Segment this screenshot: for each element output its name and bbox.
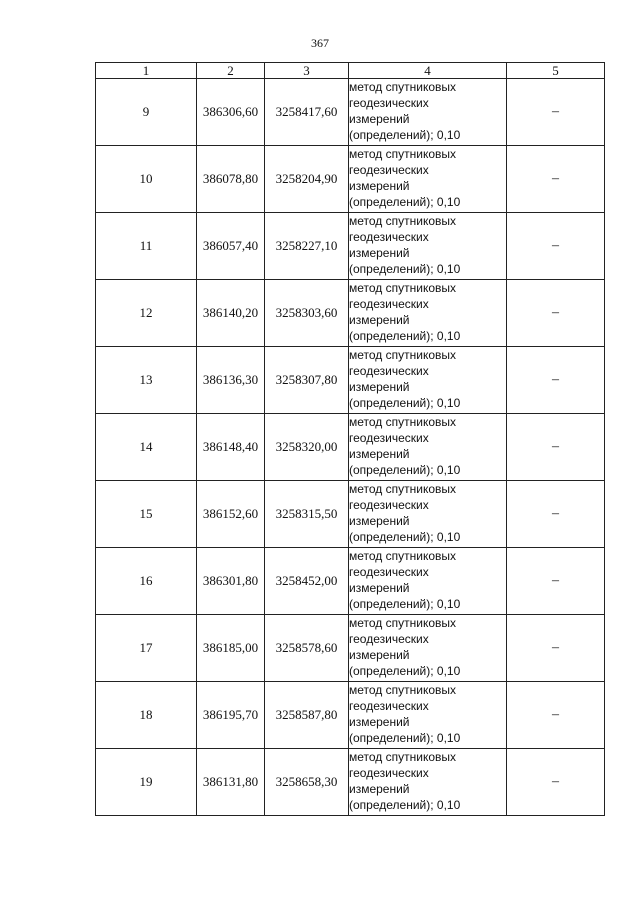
point-number-cell: 15 xyxy=(96,481,197,548)
method-line: измерений xyxy=(349,447,410,461)
method-line: геодезических xyxy=(349,766,429,780)
method-line: (определений); 0,10 xyxy=(349,664,461,678)
table-body xyxy=(96,79,605,816)
table-header xyxy=(96,63,605,79)
table-row xyxy=(96,146,605,213)
table-row xyxy=(96,347,605,414)
x-coordinate-cell: 386131,80 xyxy=(197,749,265,816)
method-line: измерений xyxy=(349,380,410,394)
method-line: метод спутниковых xyxy=(349,750,457,764)
method-line: измерений xyxy=(349,246,410,260)
point-number-cell: 14 xyxy=(96,414,197,481)
method-line: геодезических xyxy=(349,297,429,311)
point-number-cell: 16 xyxy=(96,548,197,615)
y-coordinate-cell: 3258578,60 xyxy=(265,615,349,682)
method-line: (определений); 0,10 xyxy=(349,262,461,276)
method-line: геодезических xyxy=(349,96,429,110)
note-cell: – xyxy=(507,749,605,816)
table-row xyxy=(96,213,605,280)
method-line: геодезических xyxy=(349,699,429,713)
y-coordinate-cell: 3258315,50 xyxy=(265,481,349,548)
table-row xyxy=(96,749,605,816)
x-coordinate-cell: 386136,30 xyxy=(197,347,265,414)
point-number-cell: 10 xyxy=(96,146,197,213)
note-cell: – xyxy=(507,414,605,481)
method-cell xyxy=(349,615,507,682)
method-line: (определений); 0,10 xyxy=(349,329,461,343)
method-line: метод спутниковых xyxy=(349,415,457,429)
method-line: (определений); 0,10 xyxy=(349,463,461,477)
note-cell: – xyxy=(507,481,605,548)
method-line: измерений xyxy=(349,313,410,327)
method-line: геодезических xyxy=(349,163,429,177)
x-coordinate-cell: 386057,40 xyxy=(197,213,265,280)
method-line: метод спутниковых xyxy=(349,348,457,362)
y-coordinate-cell: 3258307,80 xyxy=(265,347,349,414)
point-number-cell: 18 xyxy=(96,682,197,749)
table-row xyxy=(96,682,605,749)
method-line: метод спутниковых xyxy=(349,80,457,94)
y-coordinate-cell: 3258658,30 xyxy=(265,749,349,816)
method-cell xyxy=(349,481,507,548)
x-coordinate-cell: 386195,70 xyxy=(197,682,265,749)
note-cell: – xyxy=(507,615,605,682)
y-coordinate-cell: 3258227,10 xyxy=(265,213,349,280)
method-cell xyxy=(349,146,507,213)
method-line: измерений xyxy=(349,782,410,796)
note-cell: – xyxy=(507,548,605,615)
point-number-cell: 13 xyxy=(96,347,197,414)
method-line: (определений); 0,10 xyxy=(349,798,461,812)
method-line: измерений xyxy=(349,581,410,595)
x-coordinate-cell: 386078,80 xyxy=(197,146,265,213)
method-line: (определений); 0,10 xyxy=(349,530,461,544)
x-coordinate-cell: 386185,00 xyxy=(197,615,265,682)
note-cell: – xyxy=(507,213,605,280)
x-coordinate-cell: 386152,60 xyxy=(197,481,265,548)
method-cell xyxy=(349,749,507,816)
method-line: измерений xyxy=(349,648,410,662)
method-cell xyxy=(349,347,507,414)
coordinates-table xyxy=(95,62,605,816)
method-line: метод спутниковых xyxy=(349,683,457,697)
method-line: метод спутниковых xyxy=(349,482,457,496)
page-number: 367 xyxy=(311,36,329,50)
table-row xyxy=(96,615,605,682)
table-row xyxy=(96,548,605,615)
method-line: (определений); 0,10 xyxy=(349,195,461,209)
y-coordinate-cell: 3258417,60 xyxy=(265,79,349,146)
header-col-4: 4 xyxy=(349,63,507,79)
table-row xyxy=(96,280,605,347)
method-line: геодезических xyxy=(349,632,429,646)
method-line: геодезических xyxy=(349,565,429,579)
point-number-cell: 11 xyxy=(96,213,197,280)
method-line: метод спутниковых xyxy=(349,147,457,161)
method-line: (определений); 0,10 xyxy=(349,597,461,611)
method-line: измерений xyxy=(349,179,410,193)
method-line: геодезических xyxy=(349,431,429,445)
table-row xyxy=(96,79,605,146)
method-line: измерений xyxy=(349,514,410,528)
x-coordinate-cell: 386140,20 xyxy=(197,280,265,347)
note-cell: – xyxy=(507,280,605,347)
note-cell: – xyxy=(507,79,605,146)
method-cell xyxy=(349,280,507,347)
table-row xyxy=(96,481,605,548)
y-coordinate-cell: 3258587,80 xyxy=(265,682,349,749)
method-line: геодезических xyxy=(349,364,429,378)
x-coordinate-cell: 386306,60 xyxy=(197,79,265,146)
method-line: геодезических xyxy=(349,498,429,512)
x-coordinate-cell: 386301,80 xyxy=(197,548,265,615)
method-line: метод спутниковых xyxy=(349,214,457,228)
method-cell xyxy=(349,548,507,615)
method-line: геодезических xyxy=(349,230,429,244)
method-line: метод спутниковых xyxy=(349,616,457,630)
y-coordinate-cell: 3258204,90 xyxy=(265,146,349,213)
header-col-5: 5 xyxy=(507,63,605,79)
note-cell: – xyxy=(507,682,605,749)
header-row xyxy=(96,63,605,79)
header-col-1: 1 xyxy=(96,63,197,79)
note-cell: – xyxy=(507,347,605,414)
method-line: (определений); 0,10 xyxy=(349,396,461,410)
method-cell xyxy=(349,414,507,481)
method-line: (определений); 0,10 xyxy=(349,731,461,745)
point-number-cell: 17 xyxy=(96,615,197,682)
note-cell: – xyxy=(507,146,605,213)
header-col-2: 2 xyxy=(197,63,265,79)
method-line: (определений); 0,10 xyxy=(349,128,461,142)
y-coordinate-cell: 3258303,60 xyxy=(265,280,349,347)
method-cell xyxy=(349,213,507,280)
point-number-cell: 12 xyxy=(96,280,197,347)
point-number-cell: 19 xyxy=(96,749,197,816)
method-cell xyxy=(349,682,507,749)
method-line: метод спутниковых xyxy=(349,549,457,563)
method-line: метод спутниковых xyxy=(349,281,457,295)
method-cell xyxy=(349,79,507,146)
point-number-cell: 9 xyxy=(96,79,197,146)
method-line: измерений xyxy=(349,715,410,729)
y-coordinate-cell: 3258320,00 xyxy=(265,414,349,481)
y-coordinate-cell: 3258452,00 xyxy=(265,548,349,615)
table-row xyxy=(96,414,605,481)
x-coordinate-cell: 386148,40 xyxy=(197,414,265,481)
method-line: измерений xyxy=(349,112,410,126)
header-col-3: 3 xyxy=(265,63,349,79)
